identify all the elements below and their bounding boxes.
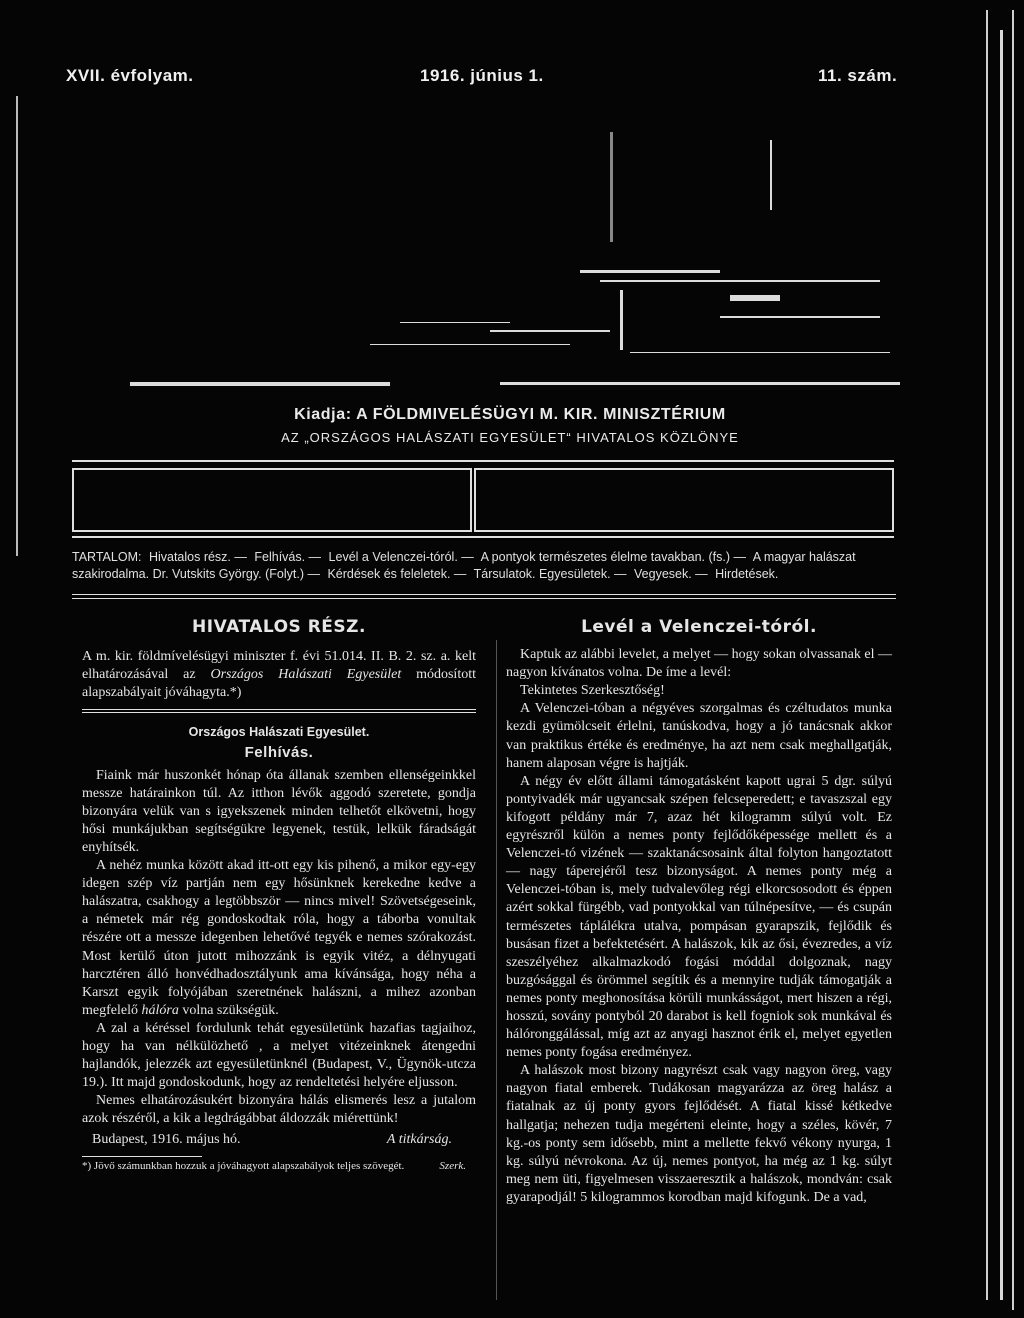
publisher-line: Kiadja: A FÖLDMIVELÉSÜGYI M. KIR. MINISZTÉRIUM [294, 406, 726, 423]
toc-item: Hirdetések. [715, 567, 779, 581]
masthead-illustration [130, 120, 890, 390]
call-title: Felhívás. [244, 744, 314, 762]
decree-text: A m. kir. földmívelésügyi miniszter f. évi 51.014. II. B. 2. sz. a. kelt elhatározásával az Országos Halászati Egyesület módosított alapszabályait jóváhagyta.*) [82, 649, 476, 701]
right-column [506, 618, 892, 1207]
toc-item: Kérdések és feleletek. — [327, 567, 467, 581]
toc-item: A magyar halászat szakirodalma. Dr. Vutskits György. (Folyt.) — [72, 550, 856, 581]
publisher-subtitle: AZ „ORSZÁGOS HALÁSZATI EGYESÜLET“ HIVATALOS KÖZLÖNYE [281, 430, 739, 445]
signature-line [82, 1131, 476, 1149]
toc-item: Társulatok. Egyesületek. — [473, 567, 627, 581]
salutation: Tekintetes Szerkesztőség! [520, 683, 665, 699]
edge-line [1000, 30, 1003, 1300]
paragraph: A Velenczei-tóban a négyéves szorgalmas és czéltudatos munka kezdi gyümölcseit érlelni, tanúskodva, hogy a jó tanácsnak akkor van praktikus értéke és eredménye, ha azt nem csak meghallgatják, hanem alaposan végre is hajtják. [506, 701, 892, 771]
table-of-contents [72, 549, 896, 583]
divider [82, 709, 476, 710]
article-title: Levél a Velenczei-tóról. [581, 617, 817, 637]
toc-item: Vegyesek. — [634, 567, 708, 581]
section-title: HIVATALOS RÉSZ. [192, 617, 366, 637]
toc-item: A pontyok természetes élelme tavakban. (fs.) — [480, 550, 746, 564]
paragraph: A nehéz munka között akad itt-ott egy kis pihenő, a mikor egy-egy idegen szép víz partján nem egy hősünknek kerekedne kedve a halászatra, csakhogy a legtöbbször — nincs mivel! Szövetségeseink, a németek már rég gondoskodtak róla, hogy a táborba vonultak részére ott a messze idegenben lehetővé tegyék e nemes szórakozást. Most kerülő úton jutott mihozzánk is egyik vitéz, a délnyugati harcztéren álló honvédhadosztályunk ama kívánsága, hogy néha a Karszt egyik folyójában szeretnének halászni, a mihez azonban megfelelő hálóra volna szükségük. [82, 858, 476, 1018]
paragraph: Kaptuk az alábbi levelet, a melyet — hogy sokan olvassanak el — nagyon kívánatos volna. De íme a levél: [506, 647, 892, 681]
divider [82, 712, 476, 713]
edge-line [1012, 10, 1014, 1310]
paragraph: A zal a kéréssel fordulunk tehát egyesületünk hazafias tagjaihoz, hogy ha van nélkülözhető , a melyet vitézeinknek átengedni hajlandók, jelezzék azt egyesületünknél (Budapest, V., Ügynök-utcza 19.). Itt majd gondoskodunk, hogy az rendeltetési helyére eljusson. [82, 1020, 476, 1091]
edge-line [16, 96, 18, 556]
issue-number: 11. szám. [818, 66, 898, 85]
masthead-frame [72, 460, 894, 540]
edge-line [986, 10, 988, 1300]
paragraph: A halászok most bizony nagyrészt csak vagy nagyon öreg, vagy nagyon fiatal emberek. Tudákosan magyarázza az öreg halász a fiatalnak az új ponty gyors fejlődését. A fiatal kissé kétkedve hallgatja; nehezen tudja megérteni eleinte, hogy a széles, kövér, 7 kg.-os ponty sem idősebb, mint a mellette fekvő vékony nyurga, 1 kg. súlyú névrokona. Az új, nemes pontyot, ha még az 1 kg. súlyt meg nem üti, figyelmesen visszaeresztik a halászok, mondván: csak gyarapodjál! 5 kilogrammos korodban majd kifogunk. De a vad, [506, 1063, 892, 1205]
paragraph: Fiaink már huszonkét hónap óta állanak szemben ellenségeinkkel messze határainkon túl. Az itthon lévők aggodó szeretete, gondja bizonyára velük van s igyekszenek minden telhetőt elkövetni, hogy hősi munkájukban segítségükre legyenek, testük, lelkük fáradságát enyhítsék. [82, 767, 476, 855]
left-column [82, 618, 476, 1173]
signature: A titkárság. [386, 1132, 452, 1148]
issue-date: 1916. június 1. [420, 66, 544, 85]
footnote: *) Jövő számunkban hozzuk a jóváhagyott alapszabályok teljes szövegét. Szerk. [82, 1159, 466, 1172]
column-divider [496, 640, 497, 1300]
divider [82, 1156, 202, 1157]
toc-item: Felhívás. — [254, 550, 322, 564]
place-date: Budapest, 1916. május hó. [92, 1132, 241, 1148]
toc-label: TARTALOM: [72, 550, 142, 564]
volume-label: XVII. évfolyam. [66, 66, 194, 85]
toc-item: Levél a Velenczei-tóról. — [328, 550, 474, 564]
divider [72, 598, 896, 599]
toc-item: Hivatalos rész. — [148, 550, 247, 564]
paragraph: Nemes elhatározásukért bizonyára hálás elismerés lesz a jutalom azok részéről, a kik a legdrágábbat áldozzák miérettünk! [82, 1093, 476, 1127]
divider [72, 594, 896, 595]
paragraph: A négy év előtt állami támogatásként kapott ugrai 5 dgr. súlyú pontyivadék már ugyancsak szépen felcseperedett; e tavaszszal egy kifogott példány már 7, azaz hét kilogramm súlyú volt. Ez egyrészről külön a nemes ponty fejlődőképessége mellett és a Velenczei-tó vizének — szaktanácsosaink által folyton hangoztatott — nagy táperejéről tesz bizonyságot. A nemes ponty még a Velenczei-tóban is, mely tudvalevőleg régi elkorcsosodott és éppen azért sokkal fürgébb, vad pontyokkal van túlnépesítve, — és csupán természetes táplálékra utalva, pompásan gyarapszik, fejlődik és busásan fizet a befektetésért. A halászok, kik az ősi, évezredes, a víz szeszélyéhez alkalmazkodó fogási móddal dolgoznak, nagy buzgósággal és örömmel segítik és a mennyire tudják támogatják a nemes ponty meghonosítása körüli munkásságot, mert hiszen a régi, hosszú, sovány pontyból 20 darabot is kell fogniok sok munkával és hálóronggálással, míg azt az anyagi hasznot érik el, melyet egyetlen nemes ponty fogása eredményez. [506, 773, 892, 1061]
org-name: Országos Halászati Egyesület. [188, 725, 370, 740]
